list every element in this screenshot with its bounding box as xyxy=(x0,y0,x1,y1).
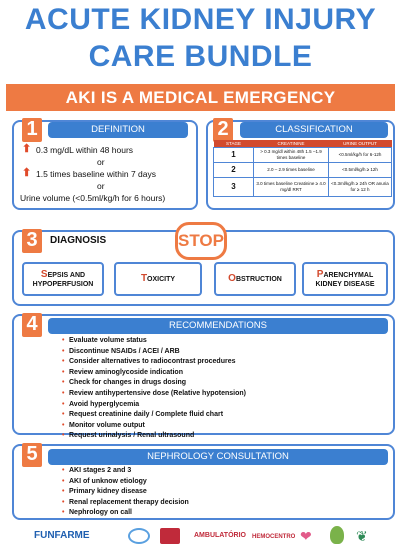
creatinine-cell: 2.0 – 2.9 times baseline xyxy=(254,162,329,177)
creatinine-cell: > 0.3 mg/dl within 48h 1.5 –1.9 times baseline xyxy=(254,147,329,162)
recommendations-list xyxy=(63,336,246,442)
diagnosis-obstruction: OBSTRUCTION xyxy=(214,262,296,296)
emergency-banner: AKI IS A MEDICAL EMERGENCY xyxy=(6,84,395,111)
hospital-logo-icon xyxy=(128,528,150,544)
title-line-1: ACUTE KIDNEY INJURY xyxy=(24,3,377,36)
definition-criterion-2: 1.5 times baseline within 7 days xyxy=(36,169,157,179)
definition-or-1: or xyxy=(97,157,105,167)
heart-logo-icon: ❤ xyxy=(300,528,312,544)
stop-sign: STOP xyxy=(175,222,227,260)
hemocentro-logo: HEMOCENTRO xyxy=(252,534,296,540)
list-item: • Avoid hyperglycemia xyxy=(63,400,246,411)
stage-cell: 3 xyxy=(214,177,254,196)
table-row xyxy=(214,162,392,177)
nephrology-number: 5 xyxy=(22,443,42,467)
diagnosis-header: DIAGNOSIS xyxy=(50,235,107,246)
diagnosis-sepsis: SEPSIS AND HYPOPERFUSION xyxy=(22,262,104,296)
stage-cell: 1 xyxy=(214,147,254,162)
diagnosis-toxicity: TOXICITY xyxy=(114,262,202,296)
definition-criterion-1: 0.3 mg/dL within 48 hours xyxy=(36,145,134,155)
column-header-stage: STAGE xyxy=(214,140,254,147)
recommendations-header: RECOMMENDATIONS xyxy=(48,318,388,334)
list-item: • AKI of unknow etiology xyxy=(63,477,189,488)
stage-cell: 2 xyxy=(214,162,254,177)
list-item: • Primary kidney disease xyxy=(63,487,189,498)
column-header-urine: URINE OUTPUT xyxy=(329,140,392,147)
up-arrow-icon: ⬆ xyxy=(22,167,32,179)
nephrology-header: NEPHROLOGY CONSULTATION xyxy=(48,449,388,465)
list-item: • Request urinalysis / Renal ultrasound xyxy=(63,431,246,442)
diagnosis-parenchymal: PARENCHYMAL KIDNEY DISEASE xyxy=(302,262,388,296)
classification-header: CLASSIFICATION xyxy=(240,122,388,138)
definition-number: 1 xyxy=(22,118,42,142)
up-arrow-icon: ⬆ xyxy=(22,143,32,155)
table-row xyxy=(214,177,392,196)
urine-cell: <0.5ml/kg/h for 6-12h xyxy=(329,147,392,162)
diagnosis-number: 3 xyxy=(22,229,42,253)
list-item: • Evaluate volume status xyxy=(63,336,246,347)
list-item: • Check for changes in drugs dosing xyxy=(63,378,246,389)
list-item: • Review antihypertensive dose (Relative hypotension) xyxy=(63,389,246,400)
list-item: • Review aminoglycoside indication xyxy=(63,368,246,379)
column-header-creatinine: CREATININE xyxy=(254,140,329,147)
classification-number: 2 xyxy=(213,118,233,142)
ambulatorio-logo: AMBULATÓRIO xyxy=(194,532,246,539)
creatinine-cell: 3.0 times baseline Creatinine ≥ 4.0 mg/dl RRT xyxy=(254,177,329,196)
nephrology-list xyxy=(63,466,189,519)
list-item: • Monitor volume output xyxy=(63,421,246,432)
title-line-2: CARE BUNDLE xyxy=(88,40,313,73)
urine-cell: <0.3ml/kg/h ≥ 24h OR anuria for ≥ 12 h xyxy=(329,177,392,196)
definition-criterion-3: Urine volume (<0.5ml/kg/h for 6 hours) xyxy=(20,193,166,203)
list-item: • Consider alternatives to radiocontrast procedures xyxy=(63,357,246,368)
definition-header: DEFINITION xyxy=(48,122,188,138)
leaf-logo-icon: ❦ xyxy=(356,528,368,544)
list-item: • Request creatinine daily / Complete fluid chart xyxy=(63,410,246,421)
list-item: • Nephrology on call xyxy=(63,508,189,519)
definition-or-2: or xyxy=(97,181,105,191)
list-item: • Renal replacement therapy decision xyxy=(63,498,189,509)
care-logo-icon xyxy=(330,526,344,544)
urine-cell: <0.5ml/kg/h ≥ 12h xyxy=(329,162,392,177)
classification-table xyxy=(213,140,392,197)
funfarme-logo: FUNFARME xyxy=(34,530,90,541)
list-item: • AKI stages 2 and 3 xyxy=(63,466,189,477)
institution-logo-icon xyxy=(160,528,180,544)
recommendations-number: 4 xyxy=(22,313,42,337)
table-row xyxy=(214,147,392,162)
list-item: • Discontinue NSAIDs / ACEI / ARB xyxy=(63,347,246,358)
